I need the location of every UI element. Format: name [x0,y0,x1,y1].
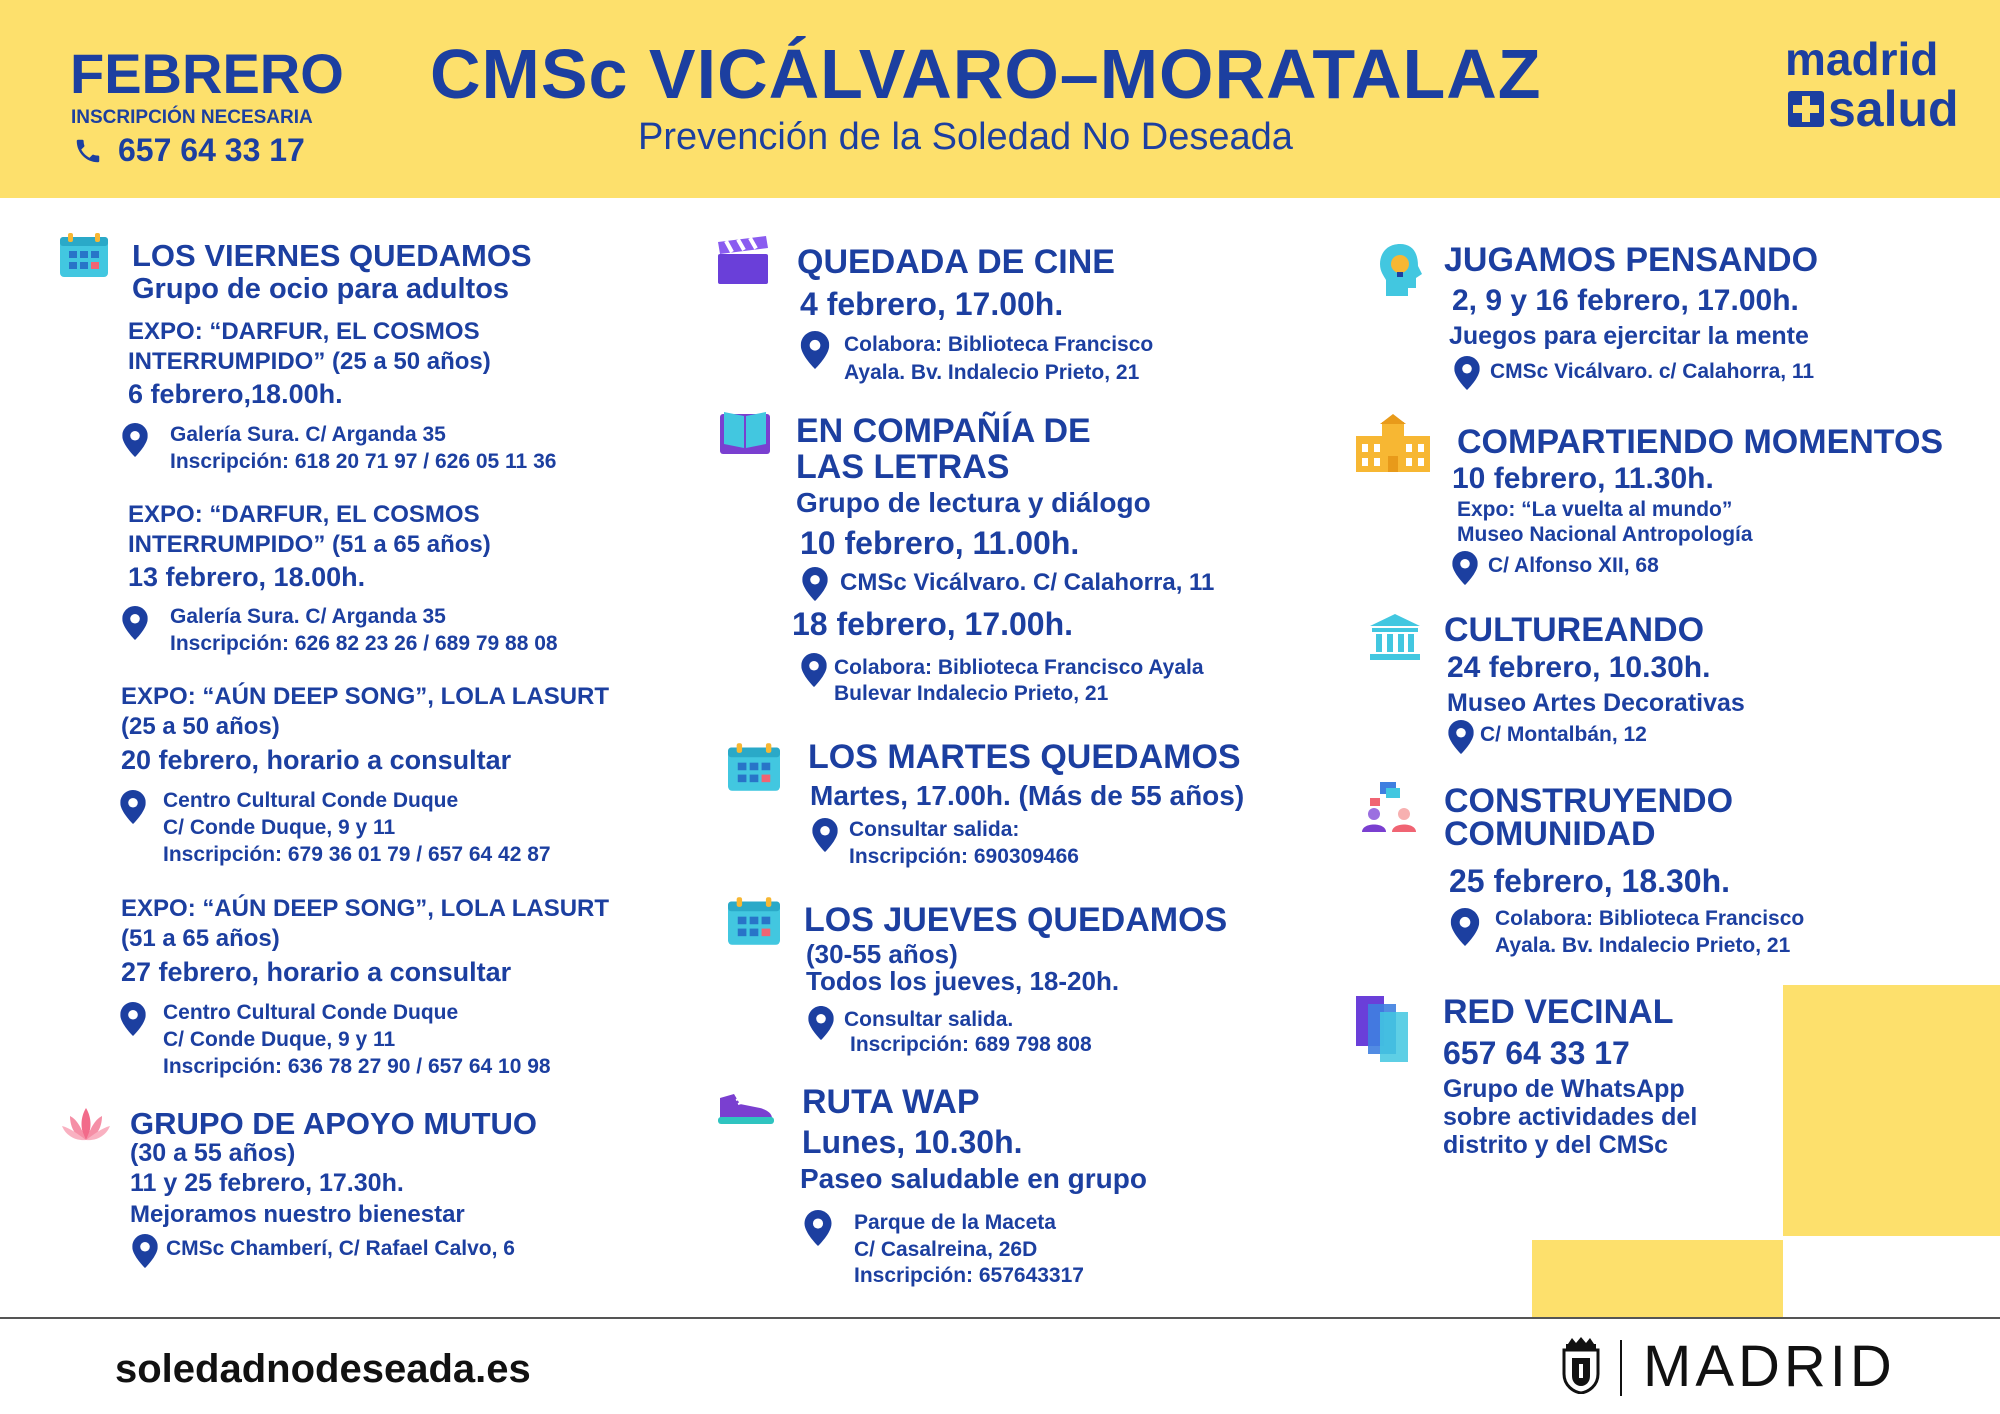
jueves-schedule: Todos los jueves, 18-20h. [806,966,1120,996]
expo-2-date: 13 febrero, 18.00h. [128,562,366,592]
cine-date: 4 febrero, 17.00h. [800,286,1064,322]
ruta-description: Paseo saludable en grupo [800,1163,1147,1194]
letras-title-line2: LAS LETRAS [796,448,1010,486]
cine-place-line1: Colabora: Biblioteca Francisco [844,333,1154,356]
sneaker-icon [716,1090,776,1126]
expo-3-address: C/ Conde Duque, 9 y 11 [163,816,396,839]
location-pin-icon [812,818,838,852]
viernes-title: LOS VIERNES QUEDAMOS [132,238,532,273]
ruta-place-line2: C/ Casalreina, 26D [854,1238,1038,1261]
viernes-subtitle: Grupo de ocio para adultos [132,273,510,305]
calendar-icon [728,897,780,945]
location-pin-icon [122,606,148,640]
expo-1-date: 6 febrero,18.00h. [128,379,343,409]
ruta-place-line3: Inscripción: 657643317 [854,1264,1084,1287]
museum-icon [1370,614,1420,660]
expo-2-inscription: Inscripción: 626 82 23 26 / 689 79 88 08 [170,632,558,655]
location-pin-icon [1450,908,1480,946]
red-title: RED VECINAL [1443,993,1674,1031]
red-description-line2: sobre actividades del [1443,1103,1698,1131]
location-pin-icon [1452,551,1478,585]
expo-3-place: Centro Cultural Conde Duque [163,789,459,812]
madrid-coat-of-arms-icon [1560,1336,1602,1394]
expo-4-line2: (51 a 65 años) [121,925,280,952]
expo-3-date: 20 febrero, horario a consultar [121,745,512,775]
website-link[interactable]: soledadnodeseada.es [115,1347,531,1391]
cine-place-line2: Ayala. Bv. Indalecio Prieto, 21 [844,361,1140,384]
ruta-schedule: Lunes, 10.30h. [802,1124,1023,1160]
lotus-icon [60,1104,112,1144]
expo-3-line1: EXPO: “AÚN DEEP SONG”, LOLA LASURT [121,683,610,710]
location-pin-icon [120,1002,146,1036]
expo-4-place: Centro Cultural Conde Duque [163,1001,459,1024]
location-pin-icon [800,331,830,369]
location-pin-icon [132,1234,158,1268]
head-lightbulb-icon [1378,242,1424,298]
location-pin-icon [802,567,828,601]
construyendo-title-line2: COMUNIDAD [1444,815,1656,853]
expo-2-line2: INTERRUMPIDO” (51 a 65 años) [128,531,491,558]
compartiendo-title: COMPARTIENDO MOMENTOS [1457,423,1944,461]
page-subtitle: Prevención de la Soledad No Deseada [638,116,1293,158]
expo-1-inscription: Inscripción: 618 20 71 97 / 626 05 11 36 [170,450,557,473]
apoyo-description: Mejoramos nuestro bienestar [130,1201,465,1228]
expo-4-address: C/ Conde Duque, 9 y 11 [163,1028,396,1051]
letras-date-1: 10 febrero, 11.00h. [800,525,1080,561]
red-phone: 657 64 33 17 [1443,1035,1630,1071]
ruta-place-line1: Parque de la Maceta [854,1211,1056,1234]
cultureando-place: C/ Montalbán, 12 [1480,723,1647,746]
location-pin-icon [804,1210,832,1246]
location-pin-icon [122,423,148,457]
jueves-title: LOS JUEVES QUEDAMOS [804,901,1228,939]
madrid-logo-text: MADRID [1643,1334,1896,1399]
compartiendo-expo: Expo: “La vuelta al mundo” [1457,498,1733,521]
decorative-block [1783,985,2000,1236]
stacked-pages-icon [1356,996,1412,1066]
construyendo-title-line1: CONSTRUYENDO [1444,782,1734,820]
location-pin-icon [801,653,827,687]
book-icon [718,408,772,456]
construyendo-date: 25 febrero, 18.30h. [1449,863,1731,899]
expo-1-place: Galería Sura. C/ Arganda 35 [170,423,446,446]
expo-1-line2: INTERRUMPIDO” (25 a 50 años) [128,348,491,375]
expo-1-line1: EXPO: “DARFUR, EL COSMOS [128,318,480,345]
ruta-title: RUTA WAP [802,1083,980,1121]
header-phone: 657 64 33 17 [118,132,305,168]
location-pin-icon [120,790,146,824]
construyendo-place-line1: Colabora: Biblioteca Francisco [1495,907,1805,930]
calendar-icon [728,743,780,791]
cultureando-date: 24 febrero, 10.30h. [1447,651,1711,684]
martes-place-line2: Inscripción: 690309466 [849,845,1079,868]
month-heading: FEBRERO [70,42,344,105]
expo-4-inscription: Inscripción: 636 78 27 90 / 657 64 10 98 [163,1055,551,1078]
clapperboard-icon [716,236,770,286]
letras-place-2-line1: Colabora: Biblioteca Francisco Ayala [834,656,1204,679]
jueves-place-line1: Consultar salida. [844,1008,1014,1031]
expo-4-line1: EXPO: “AÚN DEEP SONG”, LOLA LASURT [121,895,610,922]
letras-subtitle: Grupo de lectura y diálogo [796,487,1151,518]
location-pin-icon [808,1006,834,1040]
health-cross-icon [1788,91,1824,127]
jugamos-title: JUGAMOS PENSANDO [1444,241,1819,279]
apoyo-place: CMSc Chamberí, C/ Rafael Calvo, 6 [166,1237,515,1260]
logo-madrid-text: madrid [1785,33,1939,85]
logo-salud-text: salud [1828,81,1959,137]
expo-3-inscription: Inscripción: 679 36 01 79 / 657 64 42 87 [163,843,551,866]
cultureando-title: CULTUREANDO [1444,611,1705,649]
location-pin-icon [1448,720,1474,754]
red-description-line3: distrito y del CMSc [1443,1131,1669,1159]
cultureando-museum: Museo Artes Decorativas [1447,689,1745,717]
expo-3-line2: (25 a 50 años) [121,713,280,740]
cine-title: QUEDADA DE CINE [797,243,1115,281]
compartiendo-place: C/ Alfonso XII, 68 [1488,554,1659,577]
expo-2-place: Galería Sura. C/ Arganda 35 [170,605,446,628]
red-description-line1: Grupo de WhatsApp [1443,1075,1685,1103]
people-chat-icon [1356,782,1422,834]
jugamos-place: CMSc Vicálvaro. c/ Calahorra, 11 [1490,360,1815,383]
letras-place-1: CMSc Vicálvaro. C/ Calahorra, 11 [840,569,1215,596]
decorative-block [1532,1240,1783,1317]
jueves-place-line2: Inscripción: 689 798 808 [850,1033,1092,1056]
jugamos-dates: 2, 9 y 16 febrero, 17.00h. [1452,284,1799,317]
apoyo-date: 11 y 25 febrero, 17.30h. [130,1169,404,1197]
palace-icon [1354,412,1432,474]
calendar-icon [60,233,108,277]
footer-divider [0,1317,2000,1319]
compartiendo-museum: Museo Nacional Antropología [1457,523,1753,546]
letras-title-line1: EN COMPAÑÍA DE [796,412,1091,450]
martes-title: LOS MARTES QUEDAMOS [808,738,1241,776]
expo-4-date: 27 febrero, horario a consultar [121,957,512,987]
phone-icon [73,136,103,166]
construyendo-place-line2: Ayala. Bv. Indalecio Prieto, 21 [1495,934,1791,957]
compartiendo-date: 10 febrero, 11.30h. [1452,462,1714,495]
letras-place-2-line2: Bulevar Indalecio Prieto, 21 [834,682,1109,705]
letras-date-2: 18 febrero, 17.00h. [792,606,1074,642]
martes-schedule: Martes, 17.00h. (Más de 55 años) [810,780,1245,811]
apoyo-ages: (30 a 55 años) [130,1139,296,1167]
location-pin-icon [1454,356,1480,390]
jugamos-description: Juegos para ejercitar la mente [1449,322,1809,350]
apoyo-title: GRUPO DE APOYO MUTUO [130,1106,538,1141]
page-title: CMSc VICÁLVARO–MORATALAZ [430,35,1542,113]
logo-separator [1620,1340,1622,1396]
expo-2-line1: EXPO: “DARFUR, EL COSMOS [128,501,480,528]
registration-note: INSCRIPCIÓN NECESARIA [71,107,313,128]
martes-place-line1: Consultar salida: [849,818,1020,841]
jueves-ages: (30-55 años) [806,939,958,969]
